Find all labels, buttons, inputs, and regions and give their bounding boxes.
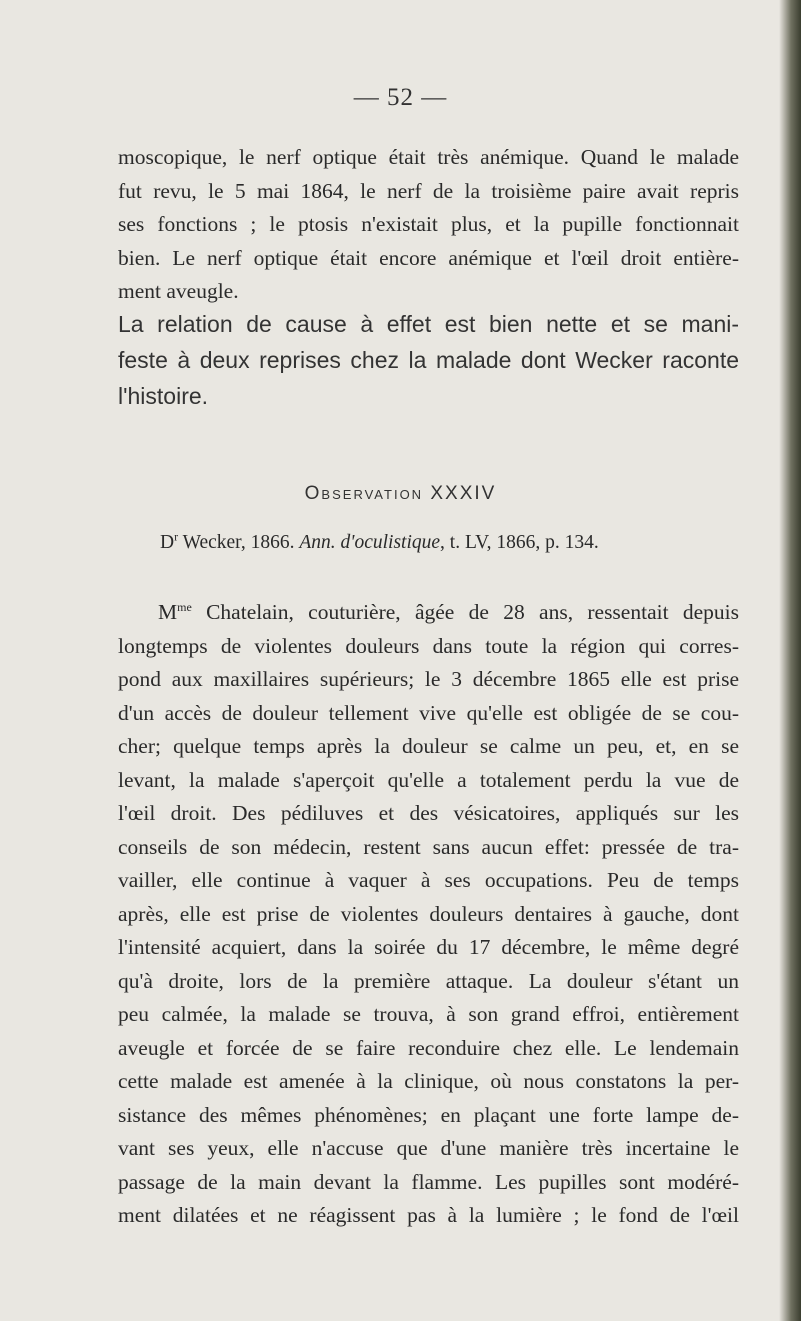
text-line: ses fonctions ; le ptosis n'existait plus, et la pupille fonctionnait [118, 212, 739, 236]
text-line: après, elle est prise de violentes douleurs dentaires à gauche, dont [118, 901, 739, 926]
text-line: ment aveugle. [118, 279, 239, 303]
text-line: l'histoire. [118, 383, 209, 409]
paragraph-2 [118, 306, 739, 414]
text-line: moscopique, le nerf optique était très anémique. Quand le malade [118, 145, 739, 169]
reference-author-prefix: D [160, 532, 175, 553]
text-line: l'œil droit. Des pédiluves et des vésicatoires, appliqués sur les [118, 801, 739, 825]
text-line: vant ses yeux, elle n'accuse que d'une manière très incertaine le [118, 1136, 739, 1160]
first-line-rest: Chatelain, couturière, âgée de 28 ans, ressentait depuis [191, 600, 739, 624]
page-number: — 52 — [353, 84, 448, 111]
text-line: qu'à droite, lors de la première attaque. La douleur s'étant un [118, 968, 739, 993]
title-abbrev: M [158, 600, 178, 624]
text-line: levant, la malade s'aperçoit qu'elle a totalement perdu la vue de [118, 767, 739, 792]
paragraph-3 [118, 596, 739, 1233]
text-line: feste à deux reprises chez la malade dont Wecker raconte [118, 347, 739, 373]
text-line: ment dilatées et ne réagissent pas à la lumière ; le fond de l'œil [118, 1203, 739, 1227]
text-line: d'un accès de douleur tellement vive qu'elle est obligée de se cou- [118, 700, 739, 725]
text-line: l'intensité acquiert, dans la soirée du 17 décembre, le même degré [118, 935, 739, 959]
text-line: conseils de son médecin, restent sans aucun effet: pressée de tra- [118, 834, 739, 859]
reference-author-rest: Wecker, 1866. [178, 532, 300, 553]
paragraph-1 [118, 141, 739, 309]
text-line: cette malade est amenée à la clinique, où nous constatons la per- [118, 1069, 739, 1093]
text-line: aveugle et forcée de se faire reconduire chez elle. Le lendemain [118, 1035, 739, 1060]
text-line: longtemps de violentes douleurs dans toute la région qui corres- [118, 633, 739, 658]
text-line: bien. Le nerf optique était encore anémique et l'œil droit entière- [118, 245, 739, 270]
text-line: peu calmée, la malade se trouva, à son grand effroi, entièrement [118, 1002, 739, 1026]
text-line: vailler, elle continue à vaquer à ses occupations. Peu de temps [118, 868, 739, 892]
text-line: fut revu, le 5 mai 1864, le nerf de la troisième paire avait repris [118, 178, 739, 203]
reference-author-sup: r [174, 529, 179, 544]
text-line: passage de la main devant la flamme. Les pupilles sont modéré- [118, 1169, 739, 1194]
reference-details: , t. LV, 1866, p. 134. [440, 532, 599, 553]
text-line: cher; quelque temps après la douleur se calme un peu, et, en se [118, 734, 739, 758]
text-line: pond aux maxillaires supérieurs; le 3 décembre 1865 elle est prise [118, 667, 739, 691]
page-edge-shadow [779, 0, 801, 1321]
observation-title: Observation XXXIV [304, 483, 497, 504]
text-line: sistance des mêmes phénomènes; en plaçant une forte lampe de- [118, 1102, 739, 1127]
title-abbrev-sup: me [177, 599, 192, 614]
text-line [118, 596, 739, 630]
observation-reference [160, 529, 599, 554]
reference-journal: Ann. d'oculistique [299, 532, 441, 553]
text-line: La relation de cause à effet est bien nette et se mani- [118, 311, 739, 337]
